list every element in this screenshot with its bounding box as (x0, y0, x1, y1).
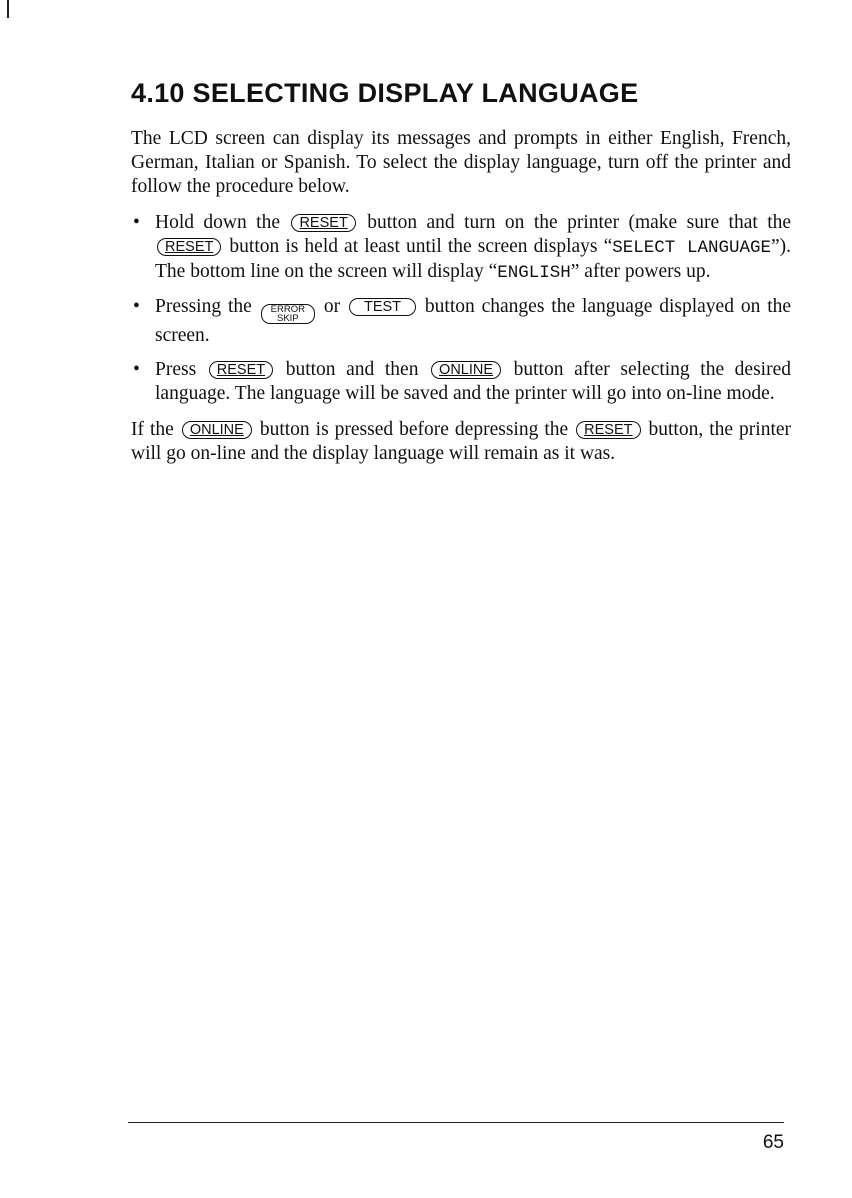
closing-paragraph: If the ONLINE button is pressed before depressing the RESET button, the printer will go on-line and the display language will remain as it was. (131, 419, 792, 464)
page-edge-mark (7, 0, 9, 18)
reset-key-label: RESET (291, 214, 355, 232)
online-key-label: ONLINE (182, 421, 252, 439)
list-item: • Hold down the RESET button and turn on the printer (make sure that the RESET button is held at least until the screen displays “SELECT LANGUAGE”). The bottom line on the screen will display “ENGLISH” after powers up. (133, 212, 792, 283)
reset-key-label: RESET (157, 238, 221, 256)
procedure-list (131, 211, 791, 406)
list-item: • Pressing the ERROR SKIP or TEST button changes the language displayed on the screen. (133, 296, 792, 346)
bullet-icon: • (133, 296, 140, 317)
list-item: • Press RESET button and then ONLINE button after selecting the desired language. The language will be saved and the printer will go into on-line mode. (133, 359, 791, 404)
section-title: 4.10 SELECTING DISPLAY LANGUAGE (131, 78, 639, 108)
page-content (131, 78, 791, 478)
error-skip-key-label: ERROR SKIP (261, 304, 315, 324)
test-key-label: TEST (349, 298, 416, 316)
online-key-label: ONLINE (431, 361, 501, 379)
intro-paragraph: The LCD screen can display its messages and prompts in either English, French, German, Italian or Spanish. To select the display language, turn off the printer and follow the procedure below. (131, 128, 791, 197)
reset-key-label: RESET (576, 421, 640, 439)
footer-divider (128, 1122, 784, 1123)
reset-key-label: RESET (209, 361, 273, 379)
bullet-icon: • (133, 212, 140, 233)
bullet-icon: • (133, 359, 140, 380)
page-number: 65 (762, 1132, 784, 1153)
lcd-message: SELECT LANGUAGE (612, 238, 771, 258)
lcd-message: ENGLISH (497, 263, 571, 283)
